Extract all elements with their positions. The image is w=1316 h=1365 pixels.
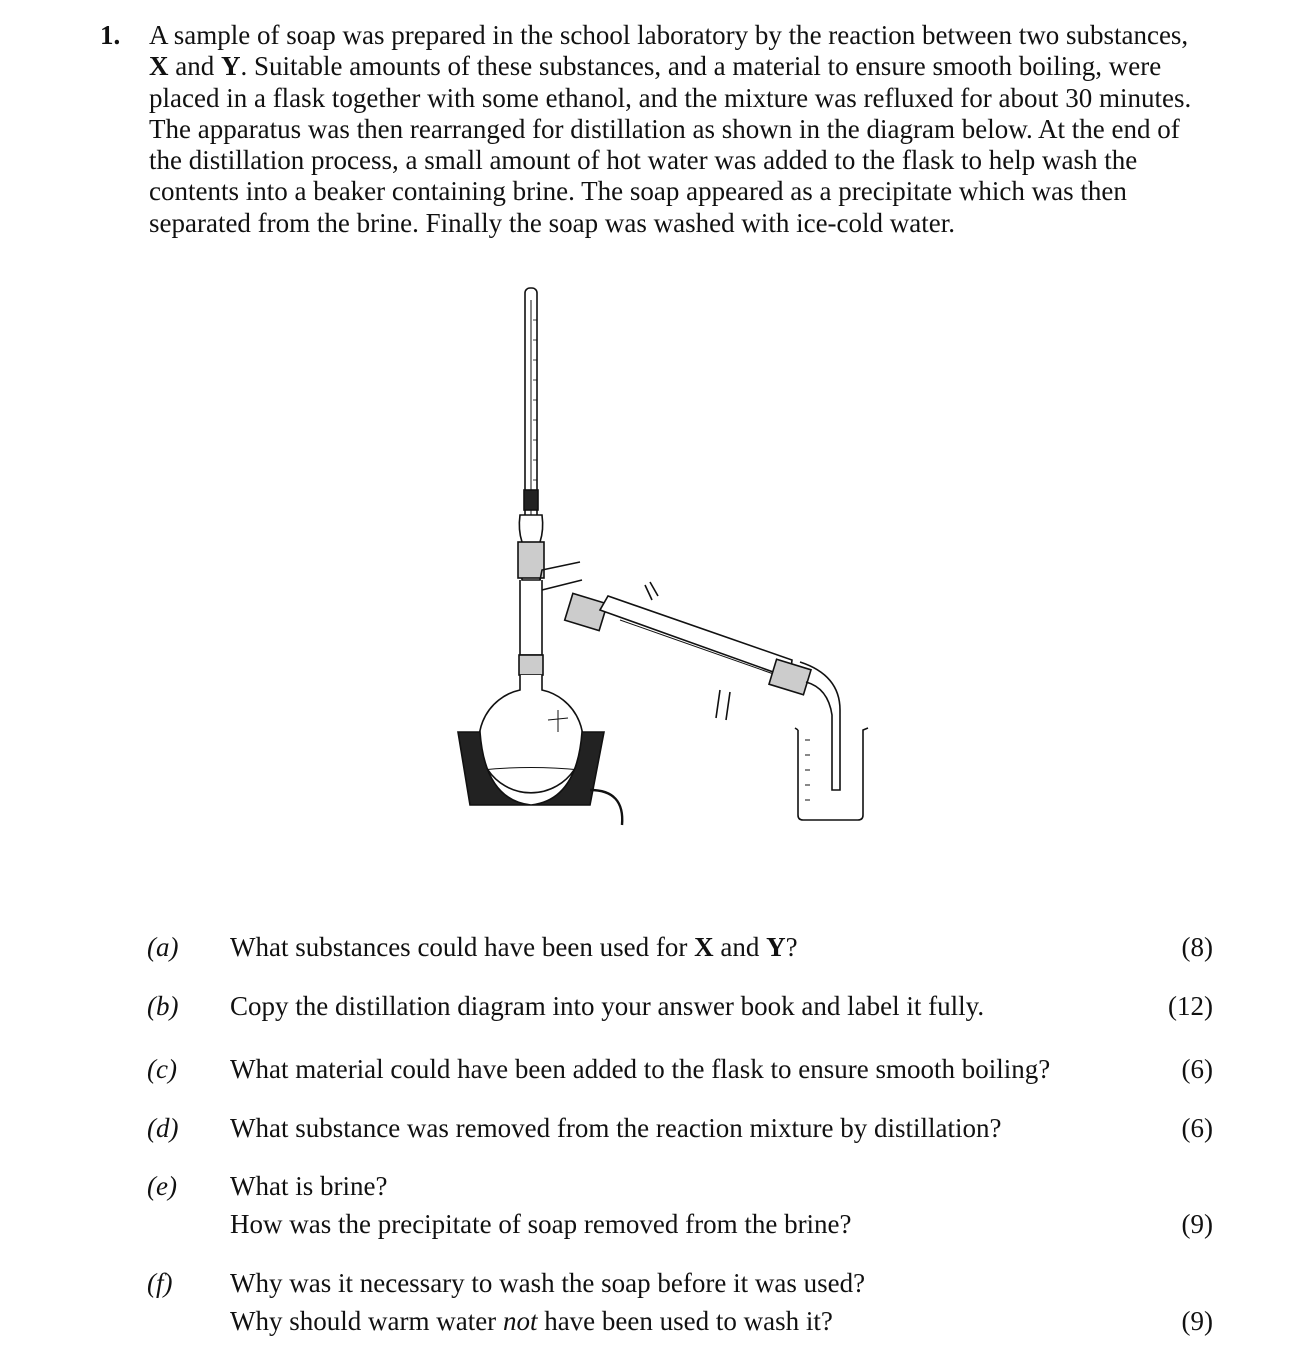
intro-line: The apparatus was then rearranged for distillation as shown in the diagram below. At the end of	[149, 113, 1180, 144]
part-question: What substance was removed from the reaction mixture by distillation?	[230, 1113, 1002, 1143]
part-question-line2: Why should warm water not have been used to wash it?	[230, 1306, 833, 1336]
part-label: (e)	[147, 1171, 177, 1201]
part-f	[0, 1268, 1316, 1348]
part-marks: (9)	[1181, 1306, 1213, 1336]
part-question: Copy the distillation diagram into your answer book and label it fully.	[230, 991, 985, 1021]
question-intro	[149, 20, 1219, 239]
intro-line: separated from the brine. Finally the soap was washed with ice-cold water.	[149, 207, 955, 238]
part-marks: (6)	[1181, 1054, 1213, 1084]
substance-x: X	[149, 51, 169, 82]
substance-y: Y	[220, 51, 241, 82]
part-marks: (12)	[1168, 991, 1213, 1021]
intro-line: contents into a beaker containing brine. The soap appeared as a precipitate which was then	[149, 176, 1127, 207]
round-bottom-flask	[479, 675, 583, 793]
part-c	[0, 1054, 1316, 1094]
part-question-line1: Why was it necessary to wash the soap before it was used?	[230, 1268, 866, 1298]
part-marks: (9)	[1181, 1209, 1213, 1239]
part-marks: (8)	[1181, 932, 1213, 962]
part-label: (d)	[147, 1113, 179, 1143]
part-label: (b)	[147, 991, 179, 1021]
intro-line: the distillation process, a small amount of hot water was added to the flask to help wash the	[149, 145, 1138, 176]
intro-line: X and Y. Suitable amounts of these substances, and a material to ensure smooth boiling, were	[149, 51, 1162, 82]
part-question: What substances could have been used for X and Y?	[230, 932, 798, 962]
part-label: (a)	[147, 932, 179, 962]
part-question-line2: How was the precipitate of soap removed from the brine?	[230, 1209, 852, 1239]
thermometer	[524, 288, 538, 538]
liebig-condenser	[565, 582, 811, 720]
part-e	[0, 1171, 1316, 1251]
part-a	[0, 932, 1316, 972]
part-marks: (6)	[1181, 1113, 1213, 1143]
distillation-apparatus-diagram	[440, 280, 880, 850]
part-question: What material could have been added to the flask to ensure smooth boiling?	[230, 1054, 1051, 1084]
part-question-line1: What is brine?	[230, 1171, 388, 1201]
intro-line: A sample of soap was prepared in the school laboratory by the reaction between two substances,	[149, 20, 1189, 50]
part-b	[0, 991, 1316, 1031]
question-number: 1.	[100, 20, 121, 50]
part-d	[0, 1113, 1316, 1153]
intro-line: placed in a flask together with some ethanol, and the mixture was refluxed for about 30 minutes.	[149, 82, 1192, 113]
part-label: (c)	[147, 1054, 177, 1084]
part-label: (f)	[147, 1268, 173, 1298]
